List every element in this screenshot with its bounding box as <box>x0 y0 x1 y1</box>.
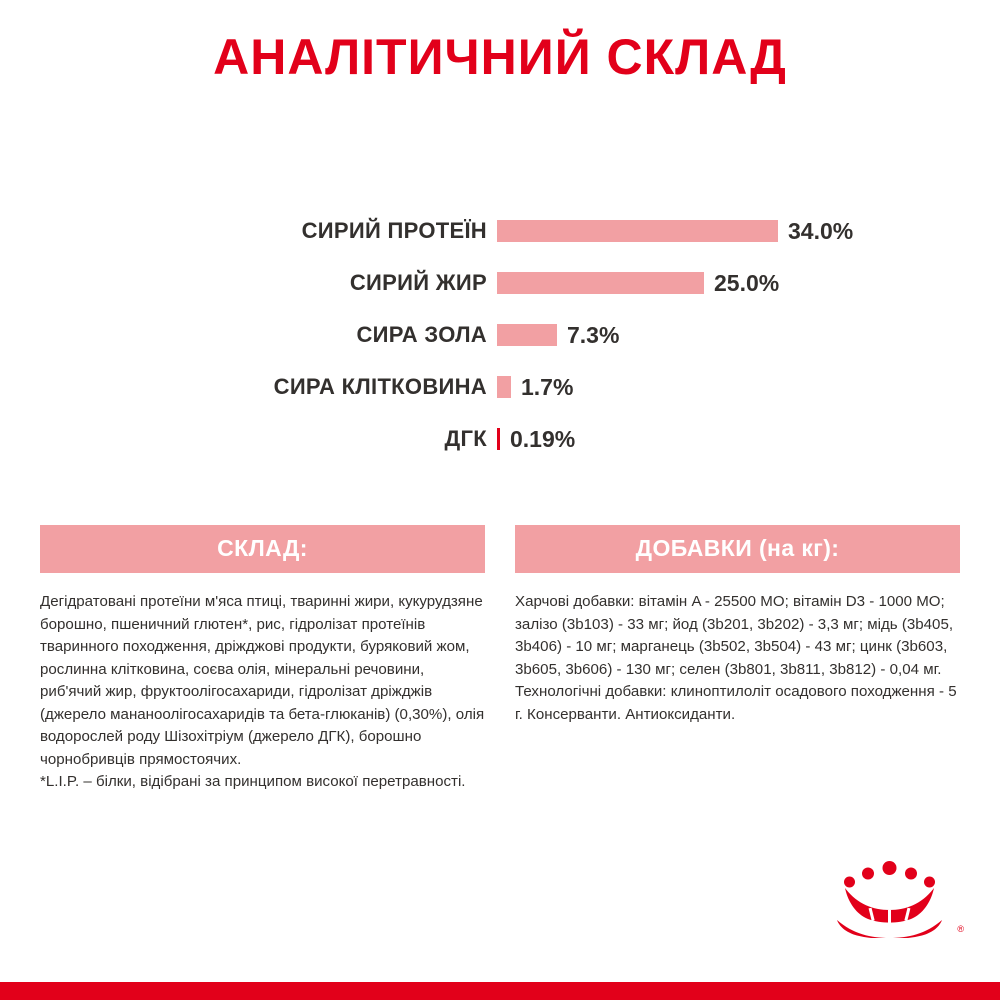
chart-bar <box>497 272 704 294</box>
chart-value-label: 7.3% <box>567 321 620 348</box>
ingredients-heading <box>40 525 485 573</box>
chart-row <box>0 361 1000 413</box>
chart-bar-wrap <box>497 426 1000 453</box>
ingredients-heading-text: СКЛАД: <box>217 535 308 561</box>
chart-bar <box>497 220 778 242</box>
chart-value-label: 1.7% <box>521 373 574 400</box>
additives-body <box>515 591 960 726</box>
chart-category-label: СИРА ЗОЛА <box>356 322 487 347</box>
additives-text: Харчові добавки: вітамін A - 25500 МО; вітамін D3 - 1000 МО; залізо (3b103) - 33 мг; йод (3b201, 3b202) - 3,3 мг; мідь (3b405, 3b406) - 10 мг; марганець (3b502, 3b504) - 43 мг; цинк (3b603, 3b605, 3b606) - 130 мг; селен (3b801, 3b811, 3b812) - 0,04 мг. Технологічні добавки: клиноптилоліт осадового походження - 5 г. Консерванти. Антиоксиданти. <box>515 593 957 723</box>
ingredients-column <box>40 525 485 794</box>
page-title: АНАЛІТИЧНИЙ СКЛАД <box>213 29 787 85</box>
chart-value-label: 0.19% <box>510 425 576 452</box>
ingredients-note: *L.I.P. – білки, відібрані за принципом високої перетравності. <box>40 773 466 790</box>
chart-row <box>0 257 1000 309</box>
bottom-accent-stripe <box>0 982 1000 1000</box>
info-columns <box>40 525 960 794</box>
ingredients-body <box>40 591 485 794</box>
chart-bar <box>497 324 557 346</box>
chart-bar-wrap <box>497 322 1000 349</box>
additives-heading-suffix: (на кг): <box>758 535 840 561</box>
chart-bar-wrap <box>497 374 1000 401</box>
chart-bar-wrap <box>497 270 1000 297</box>
chart-category-label: СИРИЙ ЖИР <box>349 270 487 295</box>
royal-canin-crown-icon <box>827 858 964 938</box>
chart-bar <box>497 376 511 398</box>
additives-heading-text: ДОБАВКИ <box>635 535 753 561</box>
chart-bar-wrap <box>497 218 1000 245</box>
ingredients-text: Дегідратовані протеїни м'яса птиці, тваринні жири, кукурудзяне борошно, пшеничний глютен*, рис, гідролізат протеїнів тваринного походження, дріжджові продукти, буряковий жом, рослинна клітковина, соєва олія, мінеральні речовини, риб'ячий жир, фруктоолігосахариди, гідролізат дріжджів (джерело мананоолігосахаридів та бета-глюканів) (0,30%), олія водорослей роду Шізохітріум (джерело ДГК), борошно чорнобривців прямостоячих. <box>40 593 485 768</box>
additives-heading <box>515 525 960 573</box>
chart-value-label: 25.0% <box>714 269 780 296</box>
chart-category-label: СИРА КЛІТКОВИНА <box>273 374 487 399</box>
chart-category-label: СИРИЙ ПРОТЕЇН <box>301 218 487 243</box>
analytical-composition-chart <box>0 205 1000 465</box>
additives-column <box>515 525 960 794</box>
chart-value-label: 34.0% <box>788 217 854 244</box>
chart-category-label: ДГК <box>444 426 487 451</box>
chart-row <box>0 309 1000 361</box>
chart-row <box>0 205 1000 257</box>
chart-row <box>0 413 1000 465</box>
registered-mark: ® <box>957 924 964 934</box>
